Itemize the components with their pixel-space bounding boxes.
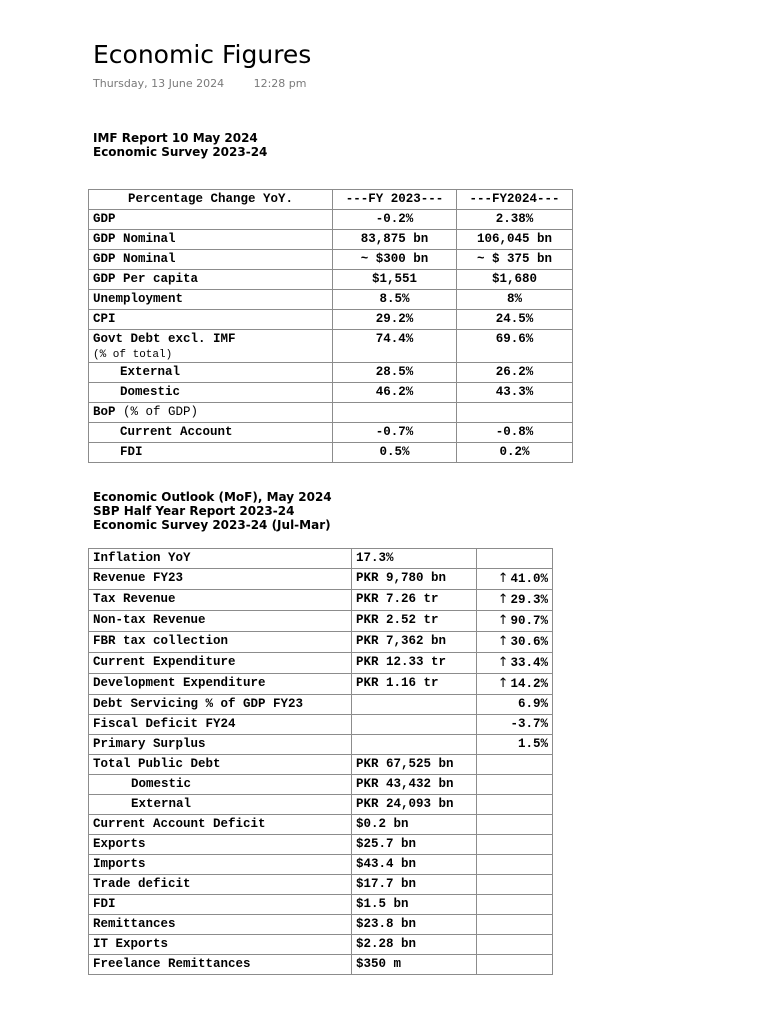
column-header: ---FY 2023--- bbox=[333, 190, 457, 210]
row-change bbox=[477, 549, 553, 569]
row-label: Remittances bbox=[89, 915, 352, 935]
row-value: PKR 67,525 bn bbox=[352, 755, 477, 775]
table-row bbox=[89, 443, 573, 463]
fy23-value: -0.2% bbox=[333, 210, 457, 230]
fy23-value: -0.7% bbox=[333, 423, 457, 443]
row-label: GDP Nominal bbox=[89, 250, 333, 270]
table-row bbox=[89, 715, 553, 735]
fy23-value: 83,875 bn bbox=[333, 230, 457, 250]
row-value: PKR 7.26 tr bbox=[352, 590, 477, 611]
fy23-value: 74.4% bbox=[333, 330, 457, 363]
row-change bbox=[477, 674, 553, 695]
arrow-up-icon: ↑ bbox=[497, 592, 509, 607]
table-row bbox=[89, 310, 573, 330]
row-change bbox=[477, 775, 553, 795]
row-value bbox=[352, 735, 477, 755]
row-label: External bbox=[89, 795, 352, 815]
row-change bbox=[477, 695, 553, 715]
fiscal-indicators-table bbox=[88, 548, 553, 975]
table-row bbox=[89, 915, 553, 935]
row-label: GDP Per capita bbox=[89, 270, 333, 290]
row-label: GDP Nominal bbox=[89, 230, 333, 250]
source-line: SBP Half Year Report 2023-24 bbox=[93, 504, 295, 518]
sources-block-1 bbox=[93, 131, 267, 159]
economic-indicators-table bbox=[88, 189, 573, 463]
row-label: Revenue FY23 bbox=[89, 569, 352, 590]
table-row bbox=[89, 290, 573, 310]
row-change bbox=[477, 875, 553, 895]
arrow-up-icon: ↑ bbox=[497, 655, 509, 670]
table-row bbox=[89, 569, 553, 590]
fy24-value: 8% bbox=[457, 290, 573, 310]
change-value: 41.0% bbox=[510, 572, 548, 586]
row-value: $2.28 bn bbox=[352, 935, 477, 955]
row-label: Primary Surplus bbox=[89, 735, 352, 755]
row-label: Trade deficit bbox=[89, 875, 352, 895]
row-change bbox=[477, 632, 553, 653]
row-value: PKR 7,362 bn bbox=[352, 632, 477, 653]
table-row bbox=[89, 330, 573, 363]
fy23-value bbox=[333, 403, 457, 423]
arrow-up-icon: ↑ bbox=[497, 676, 509, 691]
fy24-value: 43.3% bbox=[457, 383, 573, 403]
row-label: BoP bbox=[93, 405, 116, 419]
row-change bbox=[477, 569, 553, 590]
row-value: $1.5 bn bbox=[352, 895, 477, 915]
row-label: Domestic bbox=[89, 775, 352, 795]
row-change bbox=[477, 715, 553, 735]
row-value: PKR 43,432 bn bbox=[352, 775, 477, 795]
fy23-value: $1,551 bbox=[333, 270, 457, 290]
row-value: $43.4 bn bbox=[352, 855, 477, 875]
table-row bbox=[89, 230, 573, 250]
fy24-value: 0.2% bbox=[457, 443, 573, 463]
fy23-value: 0.5% bbox=[333, 443, 457, 463]
row-change bbox=[477, 755, 553, 775]
table-row bbox=[89, 403, 573, 423]
row-value: PKR 2.52 tr bbox=[352, 611, 477, 632]
change-value: 1.5% bbox=[517, 737, 548, 751]
table-row bbox=[89, 875, 553, 895]
arrow-up-icon: ↑ bbox=[497, 613, 509, 628]
source-line: Economic Survey 2023-24 (Jul-Mar) bbox=[93, 518, 331, 532]
row-label: Current Expenditure bbox=[89, 653, 352, 674]
table-row bbox=[89, 270, 573, 290]
row-label: Total Public Debt bbox=[89, 755, 352, 775]
table-row bbox=[89, 363, 573, 383]
row-label-suffix: (% of GDP) bbox=[123, 405, 199, 419]
row-label: Domestic bbox=[89, 383, 333, 403]
row-label: IT Exports bbox=[89, 935, 352, 955]
row-change bbox=[477, 835, 553, 855]
row-label: Unemployment bbox=[89, 290, 333, 310]
table-row bbox=[89, 695, 553, 715]
row-label: External bbox=[89, 363, 333, 383]
source-line: IMF Report 10 May 2024 bbox=[93, 131, 258, 145]
row-label: Inflation YoY bbox=[89, 549, 352, 569]
page-date: Thursday, 13 June 2024 bbox=[93, 77, 225, 90]
row-change bbox=[477, 855, 553, 875]
row-value: PKR 1.16 tr bbox=[352, 674, 477, 695]
source-line: Economic Outlook (MoF), May 2024 bbox=[93, 490, 332, 504]
page-time: 12:28 pm bbox=[253, 77, 307, 90]
table-row bbox=[89, 653, 553, 674]
change-value: 14.2% bbox=[510, 677, 548, 691]
table-row bbox=[89, 855, 553, 875]
row-change bbox=[477, 895, 553, 915]
row-change bbox=[477, 735, 553, 755]
row-value: 17.3% bbox=[352, 549, 477, 569]
row-change bbox=[477, 915, 553, 935]
column-header: ---FY2024--- bbox=[457, 190, 573, 210]
fy24-value: ~ $ 375 bn bbox=[457, 250, 573, 270]
fy24-value: 26.2% bbox=[457, 363, 573, 383]
change-value: 33.4% bbox=[510, 656, 548, 670]
row-label: FBR tax collection bbox=[89, 632, 352, 653]
row-label: Debt Servicing % of GDP FY23 bbox=[89, 695, 352, 715]
row-change bbox=[477, 815, 553, 835]
table-row bbox=[89, 423, 573, 443]
table-row bbox=[89, 674, 553, 695]
page-meta bbox=[93, 77, 307, 90]
change-value: -3.7% bbox=[510, 717, 548, 731]
row-label: Govt Debt excl. IMF bbox=[93, 332, 236, 346]
row-label: FDI bbox=[89, 895, 352, 915]
table-row bbox=[89, 895, 553, 915]
table-row bbox=[89, 775, 553, 795]
table-row bbox=[89, 632, 553, 653]
table-row bbox=[89, 815, 553, 835]
fy23-value: 46.2% bbox=[333, 383, 457, 403]
table-row bbox=[89, 735, 553, 755]
row-value bbox=[352, 695, 477, 715]
row-change bbox=[477, 955, 553, 975]
fy24-value: 106,045 bn bbox=[457, 230, 573, 250]
fy24-value: 2.38% bbox=[457, 210, 573, 230]
row-value: $17.7 bn bbox=[352, 875, 477, 895]
row-label: CPI bbox=[89, 310, 333, 330]
table-row bbox=[89, 755, 553, 775]
fy24-value: 69.6% bbox=[457, 330, 573, 363]
row-value: PKR 12.33 tr bbox=[352, 653, 477, 674]
table-row bbox=[89, 210, 573, 230]
page-title: Economic Figures bbox=[93, 40, 312, 69]
row-label: Current Account bbox=[89, 423, 333, 443]
column-header: Percentage Change YoY. bbox=[89, 190, 333, 210]
change-value: 29.3% bbox=[510, 593, 548, 607]
row-change bbox=[477, 611, 553, 632]
fy24-value bbox=[457, 403, 573, 423]
fy23-value: 8.5% bbox=[333, 290, 457, 310]
table-row bbox=[89, 549, 553, 569]
row-sublabel: (% of total) bbox=[93, 349, 173, 361]
row-value bbox=[352, 715, 477, 735]
row-value: $23.8 bn bbox=[352, 915, 477, 935]
fy23-value: 29.2% bbox=[333, 310, 457, 330]
row-label: Development Expenditure bbox=[89, 674, 352, 695]
fy24-value: -0.8% bbox=[457, 423, 573, 443]
row-value: $25.7 bn bbox=[352, 835, 477, 855]
table-row bbox=[89, 835, 553, 855]
row-label-cell bbox=[89, 403, 333, 423]
sources-block-2 bbox=[93, 490, 332, 532]
row-label-cell bbox=[89, 330, 333, 363]
change-value: 6.9% bbox=[517, 697, 548, 711]
table-row bbox=[89, 935, 553, 955]
fy23-value: ~ $300 bn bbox=[333, 250, 457, 270]
table-row bbox=[89, 611, 553, 632]
row-label: Fiscal Deficit FY24 bbox=[89, 715, 352, 735]
row-value: PKR 24,093 bn bbox=[352, 795, 477, 815]
arrow-up-icon: ↑ bbox=[497, 571, 509, 586]
row-value: PKR 9,780 bn bbox=[352, 569, 477, 590]
change-value: 90.7% bbox=[510, 614, 548, 628]
row-value: $0.2 bn bbox=[352, 815, 477, 835]
row-change bbox=[477, 653, 553, 674]
row-label: FDI bbox=[89, 443, 333, 463]
fy23-value: 28.5% bbox=[333, 363, 457, 383]
row-change bbox=[477, 795, 553, 815]
row-value: $350 m bbox=[352, 955, 477, 975]
row-change bbox=[477, 935, 553, 955]
source-line: Economic Survey 2023-24 bbox=[93, 145, 268, 159]
table-row bbox=[89, 250, 573, 270]
table-row bbox=[89, 955, 553, 975]
row-label: Imports bbox=[89, 855, 352, 875]
row-label: Current Account Deficit bbox=[89, 815, 352, 835]
table-header-row bbox=[89, 190, 573, 210]
fy24-value: $1,680 bbox=[457, 270, 573, 290]
row-change bbox=[477, 590, 553, 611]
change-value: 30.6% bbox=[510, 635, 548, 649]
row-label: Non-tax Revenue bbox=[89, 611, 352, 632]
arrow-up-icon: ↑ bbox=[497, 634, 509, 649]
row-label: GDP bbox=[89, 210, 333, 230]
fy24-value: 24.5% bbox=[457, 310, 573, 330]
table-row bbox=[89, 795, 553, 815]
row-label: Exports bbox=[89, 835, 352, 855]
table-row bbox=[89, 590, 553, 611]
table-row bbox=[89, 383, 573, 403]
row-label: Tax Revenue bbox=[89, 590, 352, 611]
row-label: Freelance Remittances bbox=[89, 955, 352, 975]
